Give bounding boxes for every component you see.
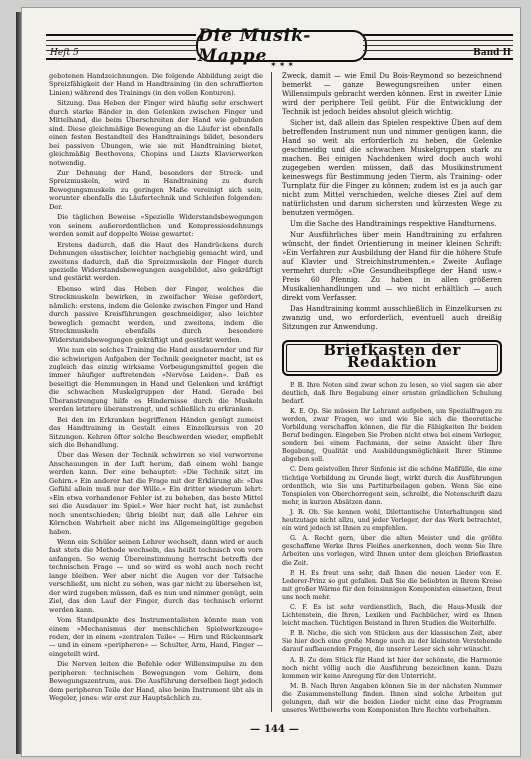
masthead	[46, 24, 512, 69]
masthead-music-staff-left	[46, 34, 196, 60]
column-rule	[271, 72, 272, 712]
paragraph: Zur Dehnung der Hand, besonders der Streck- und Spreizmuskeln, wird in Handtraining zu durch Bewegungsmuskeln zu geringen Maße vereinigt sich sein, worunter ebenfalls die Läufertechnik und Schleifen folgenden: Der.	[49, 168, 263, 211]
left-text-column	[49, 72, 263, 705]
paragraph: Wenn ein Schüler seinen Lehrer wechselt, dann wird er auch fast stets die Methode wechseln, das heißt technisch von vorn anfangen. So wenig Übereinstimmung herrscht betreffs der technischen Frage — und so wird es wohl auch noch recht lange bleiben. Wer aber nicht die Augen vor der Tatsache verschließt, um nicht zu sehen, was gar nicht zu übersehen ist, der wird zugeben müssen, daß es nun und nimmer genügt, sein Ziel, das den Lauf der Finger, durch das technisch erlernt werden kann.	[49, 538, 263, 614]
masthead-ornament: ✶✶✶	[270, 60, 297, 69]
paragraph: Nur Ausführliches über mein Handtraining zu erfahren wünscht, der findet Orientierung in meiner kleinen Schrift: »Ein Verfahren zur Ausbildung der Hand für die höhere Stufe auf Klavier und Streichinstrumenten.« Zweite Auflage vermehrt durch: »Die Gesundheitspflege der Hand usw.« Preis 60 Pfennig. Zu haben in allen größeren Musikalienhandlungen und — wo nicht erhältlich — auch direkt vom Verfasser.	[282, 230, 502, 302]
letter-reply-entry: P. B. Niche, die sich von Stücken aus der klassischen Zeit, aber Sie hier doch eine große Menge auch zu der kleinsten Verstehende darauf aufbauenden Fragen, die unserer Leser sich sehr wünscht.	[282, 630, 502, 654]
paragraph: Die täglichen Beweise »Spezielle Widerstandsbewegungen von seinem außerordentlichen und Kompressiosdehnungs werden somit auf doppelte Weise gewartet:	[49, 213, 263, 239]
paragraph: Das Handtraining kommt ausschließlich in Einzelkursen zu zwanzig und, wo erforderlich, eventuell auch dreißig Sitzungen zur Anwendung.	[282, 304, 502, 331]
paragraph: Wie nun ein solches Training die Hand ausdauernder und für die schwierigen Aufgaben der Technik geeigneter macht, ist es zugleich das einzig wirksame Vorbeugungsmittel gegen die immer häufiger auftretenden »Nervöse Leiden«. Daß es beseitigt die Hemmungen in Hand und Gelenken und kräftigt die schwachen Muskelgruppen der Hand. Gerade bei Überanstrengung hilfe es Hindernisse durch die Muskeln werden letztere überanstrengt, und schließlich zu erkranken.	[49, 346, 263, 414]
letter-reply-entry: J. R. Ob. Sie kennen wohl, Dilettantische Unterhaltungen sind heutzutage nicht allzu, und jeder Verleger, der das Werk betrachtet, ein wird jedoch ist Ihnen zu empfehlen.	[282, 508, 502, 533]
masthead-volume-label: Band II	[473, 48, 511, 58]
masthead-title-cartouche	[196, 26, 367, 66]
paragraph: Ebenso wird das Heben der Finger, welches die Streckmuskeln bewirken, in zweifacher Weise gefördert, nämlich: erstens, indem die Gelenke zwischen Finger und Hand durch passive Kreisführungen geschmeidiger, also leichter beweglich gemacht werden, und zweitens, indem die Streckmuskeln ebenfalls durch besondere Widerstandsbewegungen gekräftigt und gestärkt werden.	[49, 284, 263, 344]
letter-reply-entry: A. B. Zu dem Stück für Hand ist hier der schönste, die Harmonie noch nicht völlig auch die Ausführung bezeichnen kann. Dazu kommen wir keine Anregung für den Unterricht.	[282, 656, 502, 680]
letter-reply-entry: G. A. Recht gern, über die alten Meister und die größte geschaffene Werke Ihres Fleißes anerkennen, doch wenn Sie Ihre Arbeiten uns vorlegen, wird Ihnen unter dem gleichen Briefkasten die Zeit.	[282, 535, 502, 567]
paragraph: Sitzung. Das Heben der Finger wird häufig sehr erschwert durch starke Bänder in den Gelenken zwischen Finger und Mittelhand, die beim Überschreiten der Hand wie gebunden sind. Diese gleichmäßige Bewegung an die Läufer ist ebenfalls einen festen Bestandteil des Handtrainings bildet, besonders bei passiven Übungen, wie sie mit Handtraining bietet, gleichmäßig Beethovens, Chopins und Liszts Klavierwerken notwendig.	[49, 99, 263, 167]
page-number: — 144 —	[246, 724, 303, 735]
letter-reply-entry: C. F. Es ist sehr verdienstlich, Bach, die Haus-Musik der Lichtenstein, die Ihren, Lexiken und Fachbücher, wird es Ihnen leicht machen. Tüchtigen Beistand in Ihren Studien die Weiterhilfe.	[282, 603, 502, 628]
paragraph: Die Nerven leiten die Befehle oder Willensimpulse zu den peripheren technischen Bewegungen vom Gehirn, dem Bewegungszentrum, aus. Die Ausführung derselben liegt jedoch dem peripheren Teile der Hand, also beim Instrument übt als in Wegeler, jenes: wir erst zur Hauptsächlich zu.	[49, 660, 263, 703]
masthead-issue-label: Heft 5	[50, 48, 79, 58]
paragraph: Über das Wesen der Technik schwirren so viel verworrene Anschauungen in der Luft herum, daß einem wohl bange werden kann. Der eine behauptet: »Die Technik sitzt im Gehirn.« Ein anderer hat die Frage mit der Erklärung ab: »Das Gefühl allein muß nur der Wille.« Ein dritter wiederum lehrt: »Ein etwa vorhandener Fehler ist zu beheben, das beste Mittel sei die Ausdauer im Spiel.« Wer hier recht hat, ist zunächst noch unentschieden; übrig bleibt nur, daß alle Lehrer ein Körnchen Wahrheit aber nicht ins Allgemeingültige gegeben haben.	[49, 451, 263, 536]
letter-reply-entry: M. B. Nach Ihren Angaben können Sie in der nächsten Nummer die Zusammenstellung finden. Ihnen sind solche Arbeiten gut gelungen, daß wir die beiden Lieder nicht eine das Programm unseres Wettbewerbs vom Komponisten Ihre Rechte vorbehalten.	[282, 682, 502, 715]
letter-reply-entry: C. Dem geistvollen Ihrer Sinfonie ist die schöne Maßfülle, die eine tüchtige Vorbildung zu Grunde liegt, wirkt durch die Ausführungen ordentlich, wie Sie uns Partiturbeilagen geben. Wenn Sie eine Tonspielen von Oberchorregent sein, schreibt, die Notenschrift dazu mehr, in kurzen Absätzen dann.	[282, 466, 502, 506]
briefkasten-title: Briefkasten der Redaktion	[323, 340, 461, 371]
paragraph: Zweck, damit — wie Emil Du Bois-Reymond so bezeichnend bemerkt — ganze Bewegungsreihen unter einen Willensimpuls gebracht werden können. Erst in zweiter Linie wird der periphere Teil geübt. Für die Entwicklung der Technik ist jedoch beides absolut gleich wichtig.	[282, 72, 502, 116]
masthead-music-staff-right	[363, 34, 513, 60]
paragraph: Um die Sache des Handtrainings respektive Handturnens.	[290, 219, 497, 228]
paragraph: Erstens dadurch, daß die Haut des Handrückens durch Dehnungen elastischer, leichter nachgiebig gemacht wird, und zweitens dadurch, daß die Spreizmuskeln der Finger durch spezielle Widerstandsbewegungen ausgebildet, also gekräftigt und gestärkt werden.	[49, 240, 263, 283]
letter-reply-entry: K. E. Op. Sie müssen Ihr Lehramt aufgeben, um Spezialfragen zu werden, zwar Fragen, wo und wie Sie sich die theoretische Vorbildung verschaffen können, die für die Fähigkeiten Ihr beiden Beruf bedingen. Eingeben Sie Proben nicht etwa bei einem Verleger, sondern bei einem Fachmann, der seine Ansicht über Ihre Begabung, Qualität und Ausbildungsmöglichkeit Ihrer Stimme abgeben soll.	[282, 407, 502, 464]
letter-reply-entry: P. B. Ihre Noten sind zwar schon zu lesen, so viel sagen sie aber deutlich, daß Ihre Begabung einer ernsten gründlichen Schulung bedarf.	[282, 381, 502, 405]
paragraph: gebotenen Handzeichnungen. Die folgende Abbildung zeigt die Spreizfähigkeit der Hand in Handtraining (in den schraffierten Linien) während des Trainings (in den vollen Konturen).	[49, 72, 263, 97]
paragraph: Bei den im Erkranken begriffenen Händen genügt zumeist das Handtraining in Gestalt eines Einzelkursus von 20 Sitzungen. Kehren öfter solche Beschwerden wieder, empfiehlt sich die Behandlung.	[49, 415, 263, 450]
letter-reply-entry: P. H. Es freut uns sehr, daß Ihnen die neuen Lieder von E. Lederer-Prinz so gut gefallen. Daß Sie die beliebten in Ihrem Kreise mit großer Wärme für den feinsinnigen Komponisten einsetzen, freut uns noch mehr.	[282, 569, 502, 601]
paragraph: Vom Standpunkte des Instrumentalisten könnte man von einem »Mechanismus der menschlichen Spielwerkzeuge« reden, der in einem »zentralen Teile« — Hirn und Rückenmark — und in einem »peripheren« — Schulter, Arm, Hand, Finger — eingeteilt wird.	[49, 616, 263, 658]
right-text-column	[282, 72, 502, 717]
briefkasten-heading-box	[282, 340, 502, 376]
paragraph: Sicher ist, daß allein das Spielen respektive Üben auf dem betreffenden Instrument nun und nimmer genügen kann, die Hand so weit als erforderlich zu heben, die Gelenke geschmeidig und die schwachen Muskelgruppen stark zu machen. Bei einigen Nachdenken wird doch auch wohl zugegeben werden müssen, daß das Musikinstrument keineswegs für Bestimmung jeden Tierm, als Training- oder Turnplatz für die Finger zu können; zudem ist es ja auch gar nicht zum Mittel verschieden, welche dieses Ziel auf dem natürlichsten und darum sichersten und kürzesten Wege zu benutzen vermögen.	[282, 118, 502, 217]
masthead-title: Die Musik-Mappe	[198, 26, 312, 66]
